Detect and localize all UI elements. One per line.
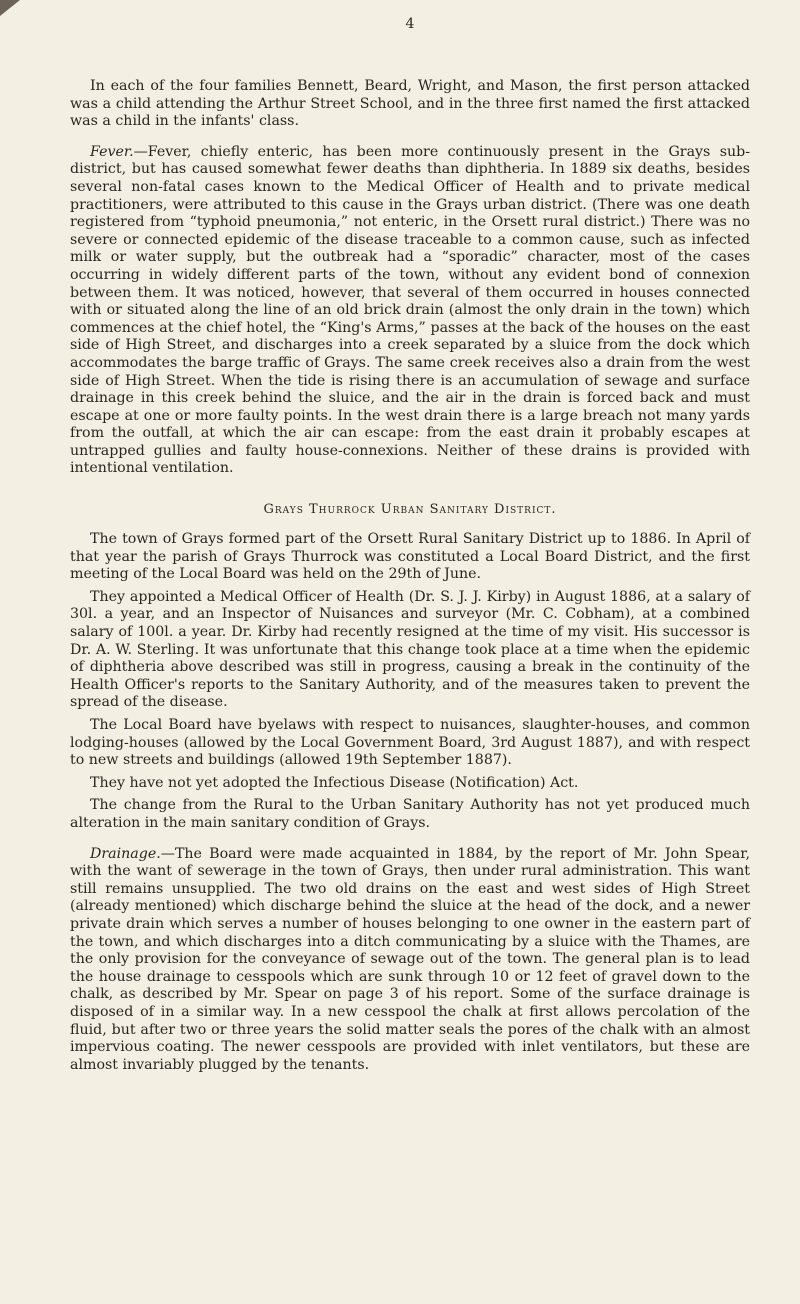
document-page — [70, 16, 750, 1079]
intro-paragraph: In each of the four families Bennett, Beard, Wright, and Mason, the first person attacked was a child attending the Arthur Street School, and in the three first named the first attacked was a child in the infants' class. — [70, 78, 750, 130]
fever-lead: Fever. — [90, 143, 134, 160]
section-heading: Grays Thurrock Urban Sanitary District. — [263, 502, 557, 518]
drainage-text: —The Board were made acquainted in 1884, by the report of Mr. John Spear, with the want of sewerage in the town of Grays, then under rural administration. This want still remains unsupplied. The two old drains on the east and west sides of High Street (already mentioned) which discharge behind the sluice at the head of the dock, and a newer private drain which serves a number of houses belonging to one owner in the eastern part of the town, and which discharges into a ditch communicating by a sluice with the Thames, are the only provision for the conveyance of sewage out of the town. The general plan is to lead the house drainage to cesspools which are sunk through 10 or 12 feet of gravel down to the chalk, as described by Mr. Spear on page 3 of his report. Some of the surface drainage is disposed of in a similar way. In a new cesspool the chalk at first allows percolation of the fluid, but after two or three years the solid matter seals the pores of the chalk with an almost impervious coating. The newer cesspools are provided with inlet ventilators, but these are almost invariably plugged by the tenants. — [70, 845, 750, 1073]
district-paragraph-4: They have not yet adopted the Infectious Disease (Notification) Act. — [90, 774, 579, 791]
fever-paragraph — [70, 144, 750, 478]
page-corner-fold — [0, 0, 20, 16]
drainage-paragraph — [70, 846, 750, 1075]
drainage-lead: Drainage. — [90, 845, 161, 862]
fever-text: —Fever, chiefly enteric, has been more continuously present in the Grays sub-district, but has caused somewhat fewer deaths than diphtheria. In 1889 six deaths, besides several non-fatal cases known to the Medical Officer of Health and to private medical practitioners, were attributed to this cause in the Grays urban district. (There was one death registered from “typhoid pneumonia,” not enteric, in the Orsett rural district.) There was no severe or connected epidemic of the disease traceable to a common cause, such as infected milk or water supply, but the outbreak had a “sporadic” character, most of the cases occurring in widely different parts of the town, without any evident bond of connexion between them. It was noticed, however, that several of them occurred in houses connected with or situated along the line of an old brick drain (almost the only drain in the town) which commences at the chief hotel, the “King's Arms,” passes at the back of the houses on the east side of High Street, and discharges into a creek separated by a sluice from the dock which accommodates the barge traffic of Grays. The same creek receives also a drain from the west side of High Street. When the tide is rising there is an accumulation of sewage and surface drainage in this creek behind the sluice, and the air in the drain is forced back and must escape at one or more faulty points. In the west drain there is a large breach not many yards from the outfall, at which the air can escape: from the east drain it probably escapes at untrapped gullies and faulty house-connexions. Neither of these drains is provided with intentional ventilation. — [70, 143, 750, 477]
page-number: 4 — [405, 16, 415, 32]
district-paragraph-1: The town of Grays formed part of the Orsett Rural Sanitary District up to 1886. In April of that year the parish of Grays Thurrock was constituted a Local Board District, and the first meeting of the Local Board was held on the 29th of June. — [70, 531, 750, 583]
district-paragraph-3: The Local Board have byelaws with respect to nuisances, slaughter-houses, and common lodging-houses (allowed by the Local Government Board, 3rd August 1887), and with respect to new streets and buildings (allowed 19th September 1887). — [70, 717, 750, 769]
district-paragraph-5: The change from the Rural to the Urban Sanitary Authority has not yet produced much alteration in the main sanitary condition of Grays. — [70, 797, 750, 831]
district-paragraph-2: They appointed a Medical Officer of Health (Dr. S. J. J. Kirby) in August 1886, at a salary of 30l. a year, and an Inspector of Nuisances and surveyor (Mr. C. Cobham), at a combined salary of 100l. a year. Dr. Kirby had recently resigned at the time of my visit. His successor is Dr. A. W. Sterling. It was unfortunate that this change took place at a time when the epidemic of diphtheria above described was still in progress, causing a break in the continuity of the Health Officer's reports to the Sanitary Authority, and of the measures taken to prevent the spread of the disease. — [70, 588, 750, 711]
